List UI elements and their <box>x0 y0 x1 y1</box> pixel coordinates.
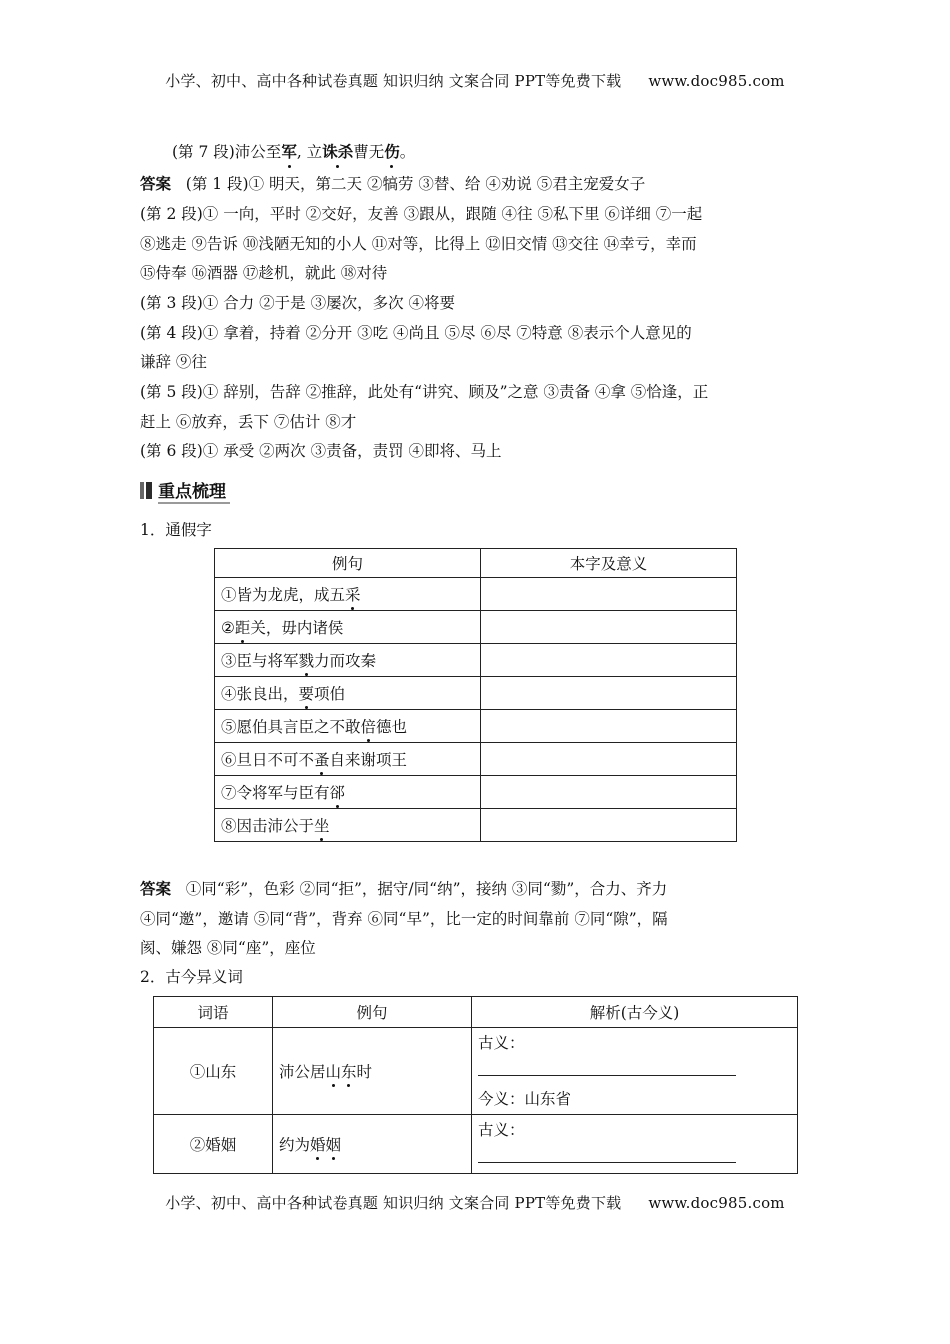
t2-header-example: 例句 <box>273 997 472 1028</box>
t2-header-analysis: 解析(古今义) <box>472 997 798 1028</box>
answer-blank <box>478 1148 736 1163</box>
s1-title: 1．通假字 <box>140 521 212 539</box>
answer-p5a: (第 5 段)① 辞别，告辞 ②推辞，此处有“讲究、顾及”之意 ③责备 ④拿 ⑤恰逢，正 <box>140 383 709 401</box>
answer-label: 答案 <box>140 175 172 193</box>
s1-answer-line2: ④同“邀”，邀请 ⑤同“背”，背弃 ⑥同“早”，比一定的时间靠前 ⑦同“隙”，隔 <box>140 910 668 928</box>
gujin-table <box>153 996 798 1174</box>
table-row: ①皆为龙虎，成五采 <box>215 578 737 611</box>
answer-p2c: ⑮侍奉 ⑯酒器 ⑰趁机，就此 ⑱对待 <box>140 264 388 282</box>
footer-text: 小学、初中、高中各种试卷真题 知识归纳 文案合同 PPT等免费下载 <box>165 1194 622 1212</box>
answer-p3: (第 3 段)① 合力 ②于是 ③屡次，多次 ④将要 <box>140 294 456 312</box>
section-title: 重点梳理 <box>158 477 230 504</box>
page-header <box>0 70 950 91</box>
s2-title: 2．古今异义词 <box>140 968 243 986</box>
section-heading <box>140 478 230 502</box>
t2-header-word: 词语 <box>154 997 273 1028</box>
t1-header-example: 例句 <box>215 549 481 578</box>
answer-p4a: (第 4 段)① 拿着，持着 ②分开 ③吃 ④尚且 ⑤尽 ⑥尽 ⑦特意 ⑧表示个人意见的 <box>140 324 692 342</box>
header-site: www.doc985.com <box>648 72 785 90</box>
table-row: ②婚姻 约为婚姻 古义： <box>154 1115 798 1174</box>
footer-site: www.doc985.com <box>648 1194 785 1212</box>
table-row: ②距关，毋内诸侯 <box>215 611 737 644</box>
t1-header-meaning: 本字及意义 <box>481 549 737 578</box>
answer-p4b: 谦辞 ⑨往 <box>140 353 207 371</box>
header-text: 小学、初中、高中各种试卷真题 知识归纳 文案合同 PPT等免费下载 <box>165 72 622 90</box>
section-bars-icon <box>140 482 152 499</box>
para7-line: (第 7 段)沛公至军, 立诛杀曹无伤。 <box>172 143 416 161</box>
table-row: ⑥旦日不可不蚤自来谢项王 <box>215 743 737 776</box>
answer-p6: (第 6 段)① 承受 ②两次 ③责备，责罚 ④即将、马上 <box>140 442 502 460</box>
table-row: ④张良出，要项伯 <box>215 677 737 710</box>
table-row: ⑤愿伯具言臣之不敢倍德也 <box>215 710 737 743</box>
answer-p2b: ⑧逃走 ⑨告诉 ⑩浅陋无知的小人 ⑪对等，比得上 ⑫旧交情 ⑬交往 ⑭幸亏，幸而 <box>140 235 697 253</box>
table-row: ③臣与将军戮力而攻秦 <box>215 644 737 677</box>
answer-p1: 答案 (第 1 段)① 明天，第二天 ②犒劳 ③替、给 ④劝说 ⑤君主宠爱女子 <box>140 175 646 193</box>
tongjia-table <box>214 548 737 842</box>
table-row: ⑧因击沛公于坐 <box>215 809 737 842</box>
s1-answer-line3: 阂、嫌怨 ⑧同“座”，座位 <box>140 939 316 957</box>
page-footer <box>0 1192 950 1213</box>
answer-blank <box>478 1061 736 1076</box>
answer-p5b: 赶上 ⑥放弃，丢下 ⑦估计 ⑧才 <box>140 413 357 431</box>
table-row: ⑦令将军与臣有郤 <box>215 776 737 809</box>
answer-p2a: (第 2 段)① 一向，平时 ②交好，友善 ③跟从，跟随 ④往 ⑤私下里 ⑥详细 ⑦一起 <box>140 205 703 223</box>
s1-answer-line1: 答案 ①同“彩”，色彩 ②同“拒”，据守/同“纳”，接纳 ③同“勠”，合力、齐力 <box>140 880 668 898</box>
table-row: ①山东 沛公居山东时 古义： 今义：山东省 <box>154 1028 798 1115</box>
